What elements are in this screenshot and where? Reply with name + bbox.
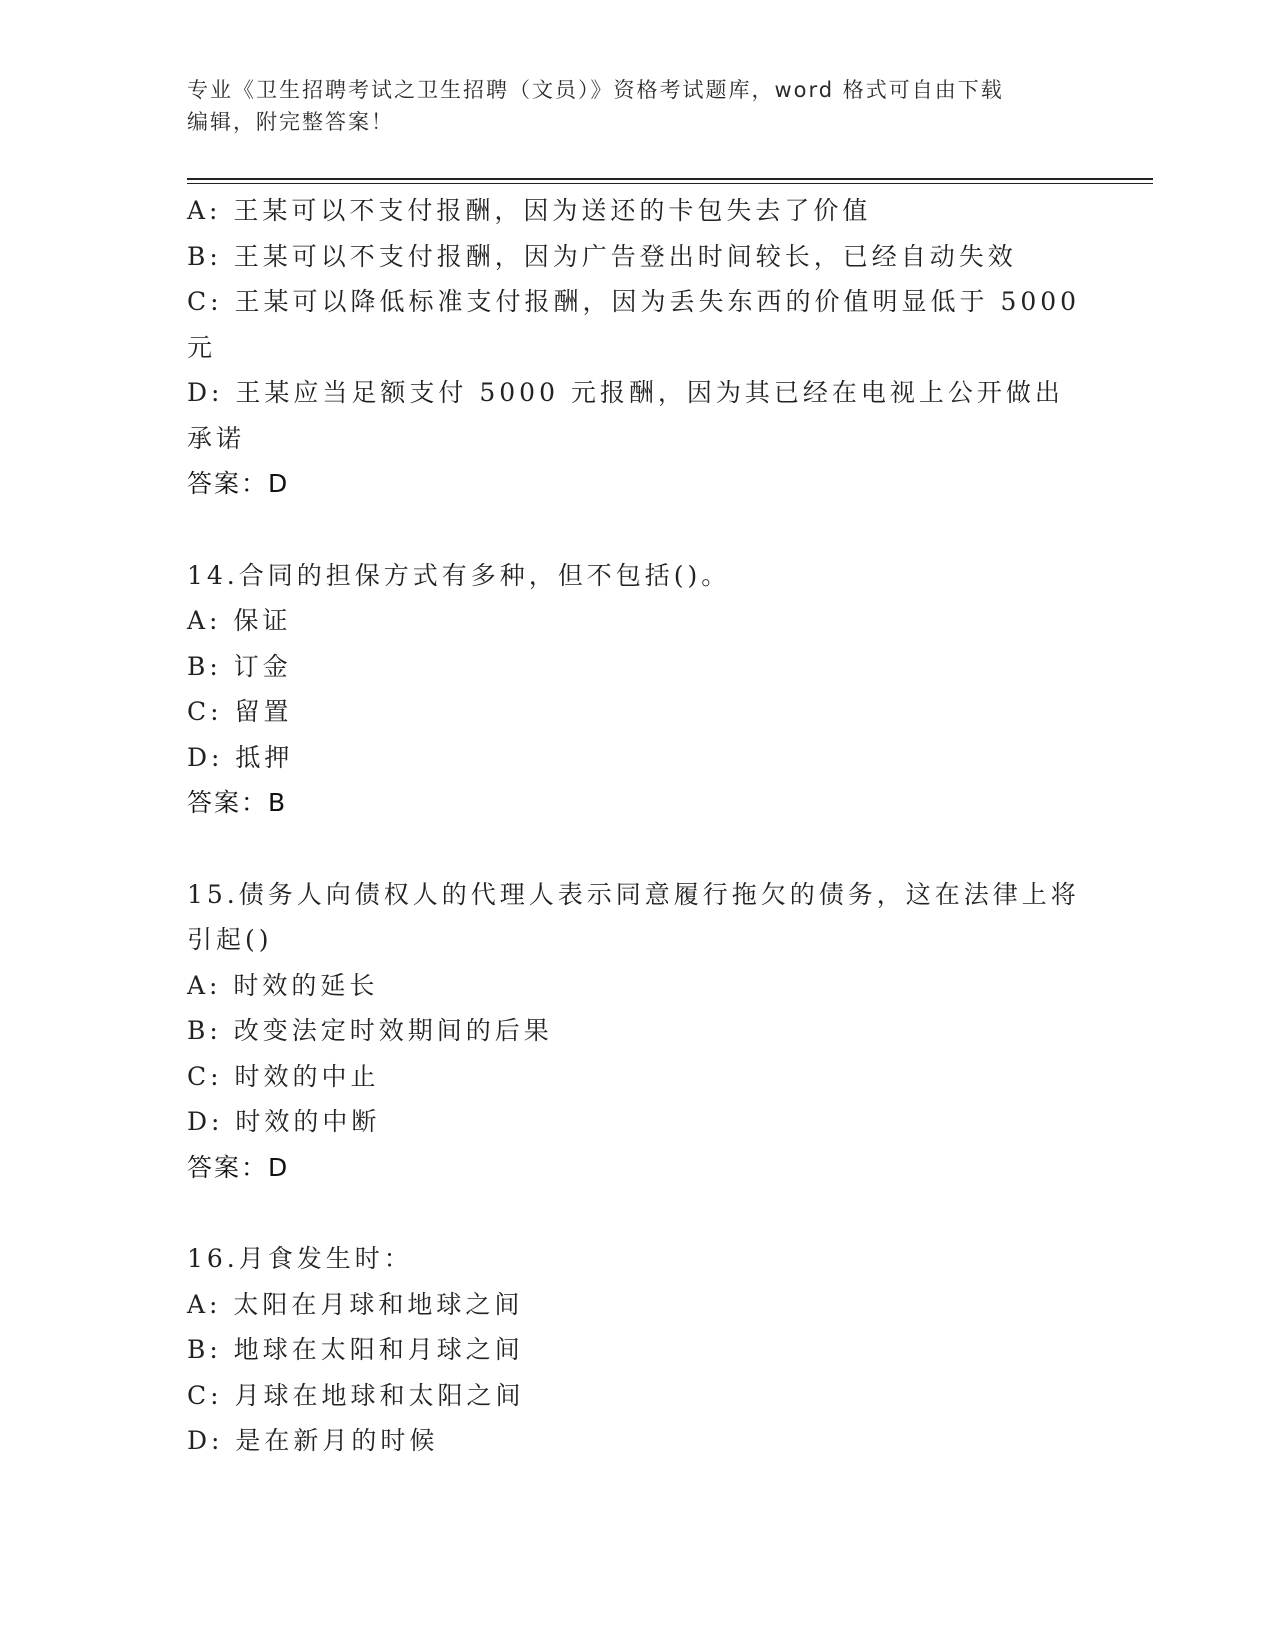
option-d: D: 时效的中断 [187, 1107, 381, 1136]
option-a: A: 太阳在月球和地球之间 [187, 1289, 524, 1319]
option-d: D: 抵押 [187, 742, 294, 772]
question-13 [187, 188, 1087, 507]
header-divider-thick [187, 178, 1153, 180]
header-line-1: 专业《卫生招聘考试之卫生招聘（文员）》资格考试题库，word 格式可自由下载 [187, 78, 1004, 102]
question-16 [187, 1236, 1087, 1464]
option-b: B: 王某可以不支付报酬，因为广告登出时间较长，已经自动失效 [187, 241, 1017, 271]
document-header [187, 74, 1087, 138]
answer: 答案：D [187, 469, 290, 498]
header-line-2: 编辑，附完整答案！ [187, 110, 394, 134]
header-divider-thin [187, 183, 1153, 184]
option-d: D: 王某应当足额支付 5000 元报酬，因为其已经在电视上公开做出承诺 [187, 378, 1064, 453]
option-d: D: 是在新月的时候 [187, 1426, 439, 1455]
option-a: A: 时效的延长 [187, 970, 379, 1000]
question-list [187, 188, 1087, 1464]
option-a: A: 王某可以不支付报酬，因为送还的卡包失去了价值 [187, 196, 872, 225]
question-stem: 15.债务人向债权人的代理人表示同意履行拖欠的债务，这在法律上将引起() [187, 879, 1080, 954]
answer: 答案：D [187, 1152, 290, 1182]
option-c: C: 月球在地球和太阳之间 [187, 1380, 525, 1410]
option-a: A: 保证 [187, 606, 292, 635]
question-stem: 14.合同的担保方式有多种，但不包括()。 [187, 560, 731, 590]
answer: 答案：B [187, 788, 288, 817]
question-14 [187, 553, 1087, 826]
option-c: C: 留置 [187, 697, 293, 726]
question-15 [187, 872, 1087, 1191]
option-c: C: 时效的中止 [187, 1061, 380, 1091]
option-b: B: 订金 [187, 651, 292, 681]
option-b: B: 改变法定时效期间的后果 [187, 1016, 553, 1045]
option-c: C: 王某可以降低标准支付报酬，因为丢失东西的价值明显低于 5000 元 [187, 287, 1081, 362]
question-stem: 16.月食发生时： [187, 1244, 413, 1273]
option-b: B: 地球在太阳和月球之间 [187, 1335, 524, 1364]
